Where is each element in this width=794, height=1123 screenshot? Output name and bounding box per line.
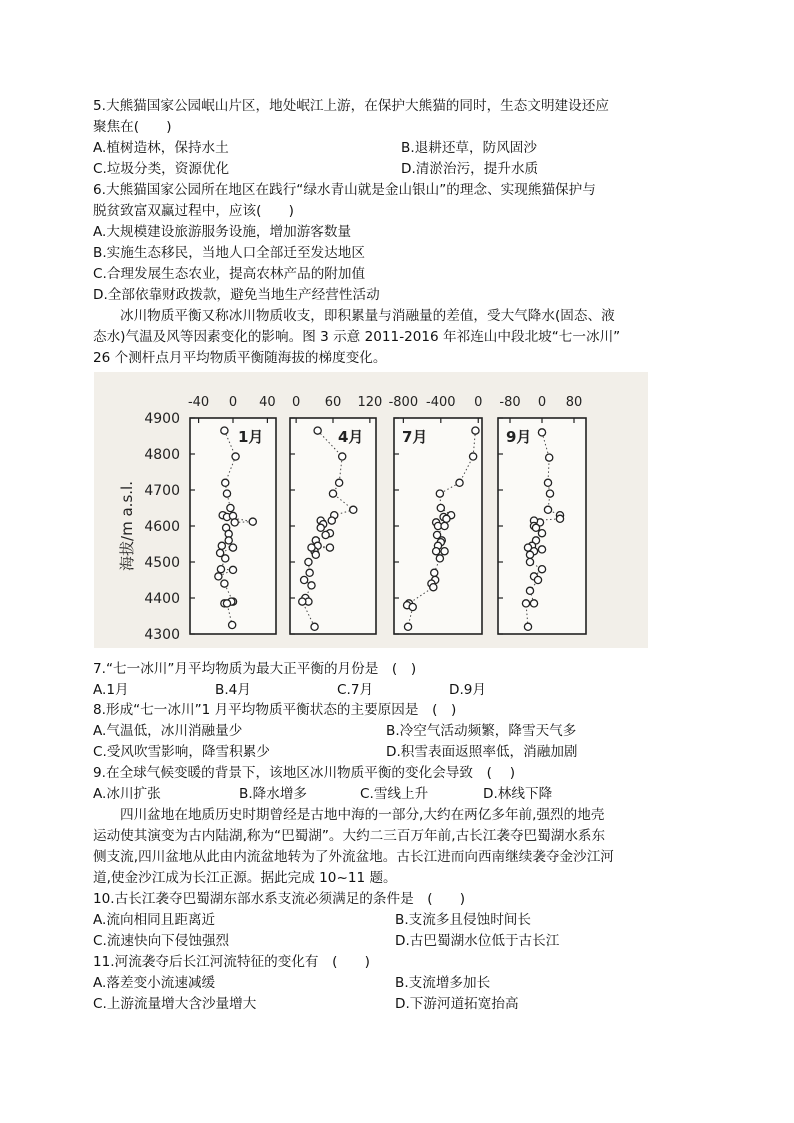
data-point bbox=[546, 490, 553, 497]
q5-stem-line2: 聚焦在( ) bbox=[93, 119, 172, 135]
data-point bbox=[326, 544, 333, 551]
q11-stem: 11.河流袭夺后长江河流特征的变化有 ( ) bbox=[93, 954, 370, 970]
q5-option-b: B.退耕还草，防风固沙 bbox=[401, 140, 537, 156]
q6-option-a: A.大规模建设旅游服务设施，增加游客数量 bbox=[93, 224, 352, 240]
panel-month-label: 9月 bbox=[506, 428, 532, 446]
x-tick-label: 0 bbox=[474, 395, 483, 410]
q5-option-d: D.清淤治污，提升水质 bbox=[401, 161, 539, 177]
q8-option-c: C.受风吹雪影响，降雪积累少 bbox=[93, 744, 270, 760]
q10-option-a: A.流向相同且距离近 bbox=[93, 912, 216, 928]
data-point bbox=[306, 569, 313, 576]
data-point bbox=[437, 504, 444, 511]
q5-stem-line1: 5.大熊猫国家公园岷山片区，地处岷江上游，在保护大熊猫的同时，生态文明建设还应 bbox=[93, 98, 609, 114]
data-point bbox=[223, 490, 230, 497]
data-point bbox=[317, 524, 324, 531]
q9-option-c: C.雪线上升 bbox=[360, 786, 429, 802]
passage2-line1: 四川盆地在地质历史时期曾经是古地中海的一部分,大约在两亿多年前,强烈的地壳 bbox=[120, 807, 605, 823]
q6-option-b: B.实施生态移民，当地人口全部迁至发达地区 bbox=[93, 245, 365, 261]
passage2-line3: 侧支流,四川盆地从此由内流盆地转为了外流盆地。古长江进而向西南继续袭夺金沙江河 bbox=[93, 849, 614, 865]
panel-month-label: 1月 bbox=[238, 428, 264, 446]
q6-option-d: D.全部依靠财政拨款，避免当地生产经营性活动 bbox=[93, 287, 380, 303]
data-point bbox=[301, 576, 308, 583]
data-point bbox=[433, 548, 440, 555]
data-point bbox=[534, 576, 541, 583]
data-point bbox=[322, 531, 329, 538]
panel-month-label: 4月 bbox=[338, 428, 364, 446]
data-point bbox=[232, 453, 239, 460]
data-point bbox=[436, 555, 443, 562]
data-point bbox=[229, 566, 236, 573]
x-tick-label: 0 bbox=[292, 395, 301, 410]
data-point bbox=[526, 551, 533, 558]
data-point bbox=[538, 530, 545, 537]
data-point bbox=[336, 479, 343, 486]
data-point bbox=[430, 584, 437, 591]
data-point bbox=[217, 566, 224, 573]
data-point bbox=[299, 598, 306, 605]
q7-option-a: A.1月 bbox=[93, 682, 129, 698]
q11-option-d: D.下游河道拓宽抬高 bbox=[395, 996, 519, 1012]
data-point bbox=[526, 558, 533, 565]
data-point bbox=[249, 518, 256, 525]
data-point bbox=[215, 573, 222, 580]
data-point bbox=[225, 537, 232, 544]
data-point bbox=[526, 587, 533, 594]
x-tick-label: 80 bbox=[565, 395, 583, 410]
data-point bbox=[311, 623, 318, 630]
data-point bbox=[441, 548, 448, 555]
data-point bbox=[305, 558, 312, 565]
data-point bbox=[229, 544, 236, 551]
y-tick-label: 4300 bbox=[144, 627, 180, 643]
data-point bbox=[472, 427, 479, 434]
q7-stem: 7.“七一冰川”月平均物质为最大正平衡的月份是 ( ) bbox=[93, 661, 417, 677]
data-point bbox=[229, 621, 236, 628]
data-point bbox=[431, 569, 438, 576]
q8-option-d: D.积雪表面返照率低，消融加剧 bbox=[386, 744, 578, 760]
data-point bbox=[556, 515, 563, 522]
q8-option-b: B.冷空气活动频繁，降雪天气多 bbox=[386, 723, 577, 739]
data-point bbox=[339, 453, 346, 460]
data-point bbox=[436, 490, 443, 497]
data-point bbox=[308, 582, 315, 589]
q10-option-b: B.支流多且侵蚀时间长 bbox=[395, 912, 531, 928]
data-point bbox=[538, 546, 545, 553]
passage2-line2: 运动使其演变为古内陆湖,称为“巴蜀湖”。大约二三百万年前,古长江袭夺巴蜀湖水系东 bbox=[93, 828, 606, 844]
data-point bbox=[544, 479, 551, 486]
data-point bbox=[538, 429, 545, 436]
q7-option-c: C.7月 bbox=[337, 682, 374, 698]
data-point bbox=[441, 522, 448, 529]
data-point bbox=[231, 519, 238, 526]
q6-stem-line2: 脱贫致富双赢过程中，应该( ) bbox=[93, 203, 294, 219]
data-point bbox=[404, 623, 411, 630]
data-point bbox=[522, 600, 529, 607]
data-point bbox=[221, 580, 228, 587]
data-point bbox=[221, 427, 228, 434]
x-tick-label: 120 bbox=[357, 395, 383, 410]
q10-stem: 10.古长江袭夺巴蜀湖东部水系支流必须满足的条件是 ( ) bbox=[93, 891, 466, 907]
data-point bbox=[530, 600, 537, 607]
y-tick-label: 4600 bbox=[144, 519, 180, 535]
x-tick-label: 40 bbox=[259, 395, 276, 410]
panel-month-label: 7月 bbox=[402, 428, 428, 446]
q9-stem: 9.在全球气候变暖的背景下，该地区冰川物质平衡的变化会导致 ( ) bbox=[93, 765, 516, 781]
y-tick-label: 4500 bbox=[144, 555, 180, 571]
y-tick-label: 4800 bbox=[144, 447, 180, 463]
q5-option-a: A.植树造林，保持水土 bbox=[93, 140, 229, 156]
data-point bbox=[329, 490, 336, 497]
data-point bbox=[456, 479, 463, 486]
data-point bbox=[312, 551, 319, 558]
data-point bbox=[314, 427, 321, 434]
x-tick-label: -400 bbox=[426, 395, 456, 410]
q7-option-d: D.9月 bbox=[449, 682, 487, 698]
data-point bbox=[538, 566, 545, 573]
data-point bbox=[524, 623, 531, 630]
q11-option-b: B.支流增多加长 bbox=[395, 975, 491, 991]
data-point bbox=[544, 506, 551, 513]
passage2-line4: 道,使金沙江成为长江正源。据此完成 10~11 题。 bbox=[93, 870, 397, 886]
x-tick-label: 0 bbox=[537, 395, 547, 410]
q6-stem-line1: 6.大熊猫国家公园所在地区在践行“绿水青山就是金山银山”的理念、实现熊猫保护与 bbox=[93, 182, 596, 198]
q9-option-d: D.林线下降 bbox=[483, 786, 553, 802]
passage1-line2: 态水)气温及风等因素变化的影响。图 3 示意 2011-2016 年祁连山中段北坡“七一冰川” bbox=[93, 329, 621, 345]
q6-option-c: C.合理发展生态农业，提高农林产品的附加值 bbox=[93, 266, 366, 282]
y-tick-label: 4700 bbox=[144, 483, 180, 499]
data-point bbox=[350, 506, 357, 513]
x-tick-label: 60 bbox=[324, 395, 342, 410]
glacier-mass-balance-chart bbox=[94, 372, 648, 648]
data-point bbox=[308, 544, 315, 551]
data-point bbox=[328, 517, 335, 524]
q10-option-d: D.古巴蜀湖水位低于古长江 bbox=[395, 933, 560, 949]
data-point bbox=[470, 453, 477, 460]
q9-option-b: B.降水增多 bbox=[239, 786, 308, 802]
data-point bbox=[227, 504, 234, 511]
q9-option-a: A.冰川扩张 bbox=[93, 786, 161, 802]
q11-option-c: C.上游流量增大含沙量增大 bbox=[93, 996, 257, 1012]
data-point bbox=[222, 479, 229, 486]
data-point bbox=[546, 454, 553, 461]
q5-option-c: C.垃圾分类，资源优化 bbox=[93, 161, 230, 177]
y-tick-label: 4900 bbox=[144, 411, 180, 427]
y-axis-title: 海拔/m a.s.l. bbox=[118, 481, 136, 571]
q7-option-b: B.4月 bbox=[215, 682, 251, 698]
q10-option-c: C.流速快向下侵蚀强烈 bbox=[93, 933, 230, 949]
data-point bbox=[218, 542, 225, 549]
passage1-line1: 冰川物质平衡又称冰川物质收支，即积累量与消融量的差值，受大气降水(固态、液 bbox=[120, 308, 615, 324]
x-tick-label: -40 bbox=[187, 395, 210, 410]
y-tick-label: 4400 bbox=[144, 591, 180, 607]
q8-stem: 8.形成“七一冰川”1 月平均物质平衡状态的主要原因是 ( ) bbox=[93, 702, 457, 718]
q11-option-a: A.落差变小流速减缓 bbox=[93, 975, 216, 991]
x-tick-label: -80 bbox=[499, 395, 521, 410]
q8-option-a: A.气温低，冰川消融量少 bbox=[93, 723, 243, 739]
data-point bbox=[409, 603, 416, 610]
x-tick-label: 0 bbox=[228, 395, 238, 410]
passage1-line3: 26 个测杆点月平均物质平衡随海拔的梯度变化。 bbox=[93, 350, 387, 366]
data-point bbox=[443, 515, 450, 522]
data-point bbox=[223, 600, 230, 607]
data-point bbox=[532, 524, 539, 531]
x-tick-label: -800 bbox=[388, 395, 419, 410]
data-point bbox=[222, 555, 229, 562]
